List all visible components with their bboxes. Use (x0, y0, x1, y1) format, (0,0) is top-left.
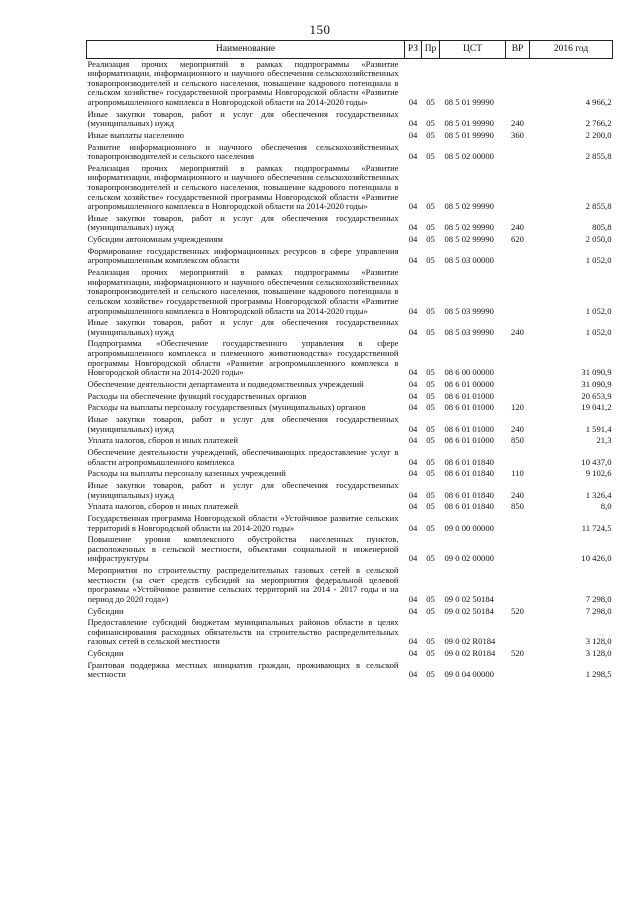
cell-sum: 10 426,0 (581, 553, 612, 564)
table-row (87, 535, 613, 566)
cell-vr: 520 (511, 648, 524, 659)
cell-rz: 04 (408, 468, 418, 479)
cell-name: Расходы на выплаты персоналу казенных учреждений (87, 468, 286, 479)
table-row (87, 480, 613, 501)
cell-pr: 05 (426, 435, 435, 446)
cell-cst: 08 5 02 99990 (444, 222, 494, 233)
cell-sum: 1 052,0 (585, 326, 612, 337)
cell-pr: 05 (426, 201, 435, 212)
cell-rz: 04 (408, 605, 418, 616)
cell-pr: 05 (426, 553, 435, 564)
cell-sum: 3 128,0 (585, 636, 612, 647)
table-row (87, 163, 613, 213)
header-year: 2016 год (530, 41, 613, 59)
cell-sum: 1 298,5 (585, 669, 612, 680)
cell-pr: 05 (426, 423, 435, 434)
cell-vr (506, 246, 530, 267)
cell-name: Уплата налогов, сборов и иных платежей (87, 435, 239, 446)
cell-name: Формирование государственных информационных ресурсов в сфере управления агропромышленным комплексом области (87, 245, 399, 266)
cell-sum: 20 653,9 (581, 390, 612, 401)
cell-rz: 04 (408, 648, 418, 659)
cell-sum: 7 298,0 (585, 593, 612, 604)
page-number: 150 (309, 22, 331, 37)
cell-sum: 805,8 (592, 222, 612, 233)
cell-cst: 08 5 03 99990 (444, 305, 494, 316)
cell-sum: 21,3 (596, 435, 612, 446)
header-name: Наименование (87, 41, 405, 59)
table-row (87, 513, 613, 534)
table-row (87, 566, 613, 606)
cell-cst: 08 6 01 01000 (444, 435, 494, 446)
cell-cst: 09 0 04 00000 (444, 669, 494, 680)
cell-name: Подпрограмма «Обеспечение государственного управления в сфере агропромышленного комплекса и племенного животноводства» государственной программы Новгородской области «Развитие агропромышленного комплекса в Новгородской области на 2014-2020 годы» (87, 338, 399, 378)
table-row (87, 606, 613, 618)
cell-rz: 04 (408, 378, 418, 389)
cell-vr: 240 (511, 326, 524, 337)
cell-vr (506, 618, 530, 649)
table-row (87, 109, 613, 130)
table-row (87, 469, 613, 481)
cell-pr: 05 (426, 636, 435, 647)
cell-pr: 05 (426, 255, 435, 266)
cell-pr: 05 (426, 489, 435, 500)
cell-pr: 05 (426, 468, 435, 479)
cell-name: Обеспечение деятельности учреждений, обеспечивающих предоставление услуг в области агропромышленного комплекса (87, 446, 399, 467)
cell-pr: 05 (426, 234, 435, 245)
table-row (87, 59, 613, 110)
cell-cst: 08 5 01 99990 (444, 96, 494, 107)
cell-cst: 08 6 00 00000 (444, 367, 494, 378)
cell-rz: 04 (408, 255, 418, 266)
cell-name: Реализация прочих мероприятий в рамках подпрограммы «Развитие информатизации, информационного и научного обеспечения сельскохозяйственных товаропроизводителей и сельского населения, повышение кадрового потенциала в сельском хозяйстве» государственной программы Новгородской области «Развитие агропромышленного комплекса в Новгородской области на 2014-2020 годы» (87, 267, 399, 316)
table-row (87, 142, 613, 163)
cell-vr: 240 (511, 222, 524, 233)
cell-vr: 520 (511, 605, 524, 616)
cell-sum: 2 766,2 (585, 118, 612, 129)
cell-cst: 08 5 03 00000 (444, 255, 494, 266)
cell-rz: 04 (408, 234, 418, 245)
cell-vr (506, 391, 530, 403)
cell-name: Субсидии (87, 605, 124, 616)
cell-name: Иные выплаты населению (87, 129, 184, 140)
cell-rz: 04 (408, 390, 418, 401)
cell-sum: 3 128,0 (585, 648, 612, 659)
cell-cst: 08 6 01 01000 (444, 423, 494, 434)
cell-rz: 04 (408, 222, 418, 233)
cell-name: Иные закупки товаров, работ и услуг для обеспечения государственных (муниципальных) нужд (87, 479, 399, 500)
cell-pr: 05 (426, 326, 435, 337)
cell-rz: 04 (408, 435, 418, 446)
cell-rz: 04 (408, 96, 418, 107)
header-cst: ЦСТ (440, 41, 506, 59)
cell-rz: 04 (408, 367, 418, 378)
cell-name: Повышение уровня комплексного обустройства населенных пунктов, расположенных в сельской местности, объектами социальной и инженерной инфраструктуры (87, 534, 399, 564)
cell-sum: 2 200,0 (585, 129, 612, 140)
table-header-row (87, 41, 613, 59)
cell-pr: 05 (426, 305, 435, 316)
cell-cst: 09 0 00 00000 (444, 522, 494, 533)
cell-sum: 8,0 (600, 501, 612, 512)
cell-sum: 31 090,9 (581, 378, 612, 389)
cell-cst: 08 5 01 99990 (444, 129, 494, 140)
cell-name: Государственная программа Новгородской области «Устойчивое развитие сельских территорий в Новгородской области на 2014-2020 годы» (87, 512, 399, 533)
cell-sum: 9 102,6 (585, 468, 612, 479)
cell-sum: 19 041,2 (581, 402, 612, 413)
cell-cst: 09 0 02 50184 (444, 605, 494, 616)
cell-vr: 240 (511, 423, 524, 434)
cell-sum: 2 855,8 (585, 201, 612, 212)
cell-name: Развитие информационного и научного обеспечения сельскохозяйственных товаропроизводителей и сельского населения (87, 141, 399, 162)
cell-vr (506, 447, 530, 468)
table-row (87, 436, 613, 448)
cell-vr: 620 (511, 234, 524, 245)
cell-rz: 04 (408, 456, 418, 467)
cell-pr: 05 (426, 648, 435, 659)
cell-vr: 240 (511, 118, 524, 129)
budget-table (86, 40, 613, 682)
cell-cst: 08 5 02 99990 (444, 234, 494, 245)
cell-cst: 08 5 02 99990 (444, 201, 494, 212)
table-row (87, 415, 613, 436)
cell-vr: 360 (511, 129, 524, 140)
cell-pr: 05 (426, 456, 435, 467)
table-row (87, 379, 613, 391)
header-pr: Пр (422, 41, 440, 59)
cell-vr (506, 513, 530, 534)
table-row (87, 447, 613, 468)
table-row (87, 213, 613, 234)
cell-cst: 08 5 03 99990 (444, 326, 494, 337)
cell-cst: 09 0 02 00000 (444, 553, 494, 564)
table-row (87, 502, 613, 514)
cell-cst: 08 6 01 01000 (444, 390, 494, 401)
cell-rz: 04 (408, 501, 418, 512)
table-row (87, 391, 613, 403)
cell-sum: 4 966,2 (585, 96, 612, 107)
cell-pr: 05 (426, 96, 435, 107)
cell-rz: 04 (408, 305, 418, 316)
cell-rz: 04 (408, 669, 418, 680)
cell-cst: 08 6 01 01840 (444, 456, 494, 467)
cell-sum: 7 298,0 (585, 605, 612, 616)
cell-pr: 05 (426, 367, 435, 378)
cell-rz: 04 (408, 636, 418, 647)
cell-cst: 08 6 01 01840 (444, 501, 494, 512)
cell-vr: 120 (511, 402, 524, 413)
cell-rz: 04 (408, 402, 418, 413)
cell-name: Иные закупки товаров, работ и услуг для обеспечения государственных (муниципальных) нужд (87, 108, 399, 129)
cell-name: Предоставление субсидий бюджетам муниципальных районов области в целях софинансирования расходных обязательств на строительство распределительных газовых сетей в сельской местности (87, 617, 399, 647)
cell-vr (506, 660, 530, 681)
cell-rz: 04 (408, 593, 418, 604)
cell-rz: 04 (408, 129, 418, 140)
cell-rz: 04 (408, 423, 418, 434)
cell-vr (506, 379, 530, 391)
header-rz: РЗ (405, 41, 422, 59)
table-row (87, 618, 613, 649)
cell-rz: 04 (408, 118, 418, 129)
table-row (87, 318, 613, 339)
cell-pr: 05 (426, 402, 435, 413)
cell-sum: 31 090,9 (581, 367, 612, 378)
cell-cst: 08 6 01 01840 (444, 489, 494, 500)
table-row (87, 649, 613, 661)
cell-name: Субсидии (87, 648, 124, 659)
cell-cst: 08 6 01 01000 (444, 402, 494, 413)
cell-sum: 11 724,5 (581, 522, 612, 533)
cell-cst: 09 0 02 R0184 (444, 648, 496, 659)
cell-cst: 09 0 02 R0184 (444, 636, 496, 647)
cell-pr: 05 (426, 129, 435, 140)
cell-cst: 08 5 02 00000 (444, 151, 494, 162)
cell-sum: 1 591,4 (585, 423, 612, 434)
cell-name: Субсидии автономным учреждениям (87, 234, 223, 245)
cell-name: Уплата налогов, сборов и иных платежей (87, 501, 239, 512)
cell-pr: 05 (426, 593, 435, 604)
cell-name: Обеспечение деятельности департамента и подведомственных учреждений (87, 378, 364, 389)
cell-rz: 04 (408, 151, 418, 162)
cell-pr: 05 (426, 522, 435, 533)
cell-pr: 05 (426, 501, 435, 512)
cell-pr: 05 (426, 151, 435, 162)
cell-vr (506, 142, 530, 163)
table-row (87, 235, 613, 247)
cell-pr: 05 (426, 390, 435, 401)
table-row (87, 660, 613, 681)
cell-cst: 09 0 02 50184 (444, 593, 494, 604)
cell-rz: 04 (408, 201, 418, 212)
cell-vr (506, 59, 530, 110)
cell-pr: 05 (426, 118, 435, 129)
cell-rz: 04 (408, 326, 418, 337)
table-row (87, 339, 613, 379)
cell-name: Расходы на обеспечение функций государственных органов (87, 390, 307, 401)
cell-vr (506, 339, 530, 379)
table-row (87, 268, 613, 318)
cell-name: Расходы на выплаты персоналу государственных (муниципальных) органов (87, 402, 366, 413)
cell-pr: 05 (426, 222, 435, 233)
cell-vr (506, 163, 530, 213)
cell-name: Иные закупки товаров, работ и услуг для обеспечения государственных (муниципальных) нужд (87, 414, 399, 434)
cell-pr: 05 (426, 605, 435, 616)
cell-name: Иные закупки товаров, работ и услуг для обеспечения государственных (муниципальных) нужд (87, 317, 399, 337)
cell-rz: 04 (408, 553, 418, 564)
cell-vr: 240 (511, 489, 524, 500)
table-row (87, 130, 613, 142)
cell-rz: 04 (408, 489, 418, 500)
table-row (87, 246, 613, 267)
cell-name: Реализация прочих мероприятий в рамках подпрограммы «Развитие информатизации, информационного и научного обеспечения сельскохозяйственных товаропроизводителей и сельского населения, повышение кадрового потенциала в сельском хозяйстве» государственной программы Новгородской области «Развитие агропромышленного комплекса в Новгородской области на 2014-2020 годы» (87, 162, 399, 212)
cell-sum: 1 052,0 (585, 255, 612, 266)
cell-vr: 850 (511, 501, 524, 512)
cell-name: Реализация прочих мероприятий в рамках подпрограммы «Развитие информатизации, информационного и научного обеспечения сельскохозяйственных товаропроизводителей и сельского населения, повышение кадрового потенциала в сельском хозяйстве» государственной программы Новгородской области «Развитие агропромышленного комплекса в Новгородской области на 2014-2020 годы» (87, 58, 399, 107)
cell-vr (506, 566, 530, 606)
cell-cst: 08 6 01 00000 (444, 378, 494, 389)
cell-sum: 2 855,8 (585, 151, 612, 162)
cell-vr (506, 268, 530, 318)
cell-vr: 850 (511, 435, 524, 446)
cell-vr: 110 (511, 468, 524, 479)
cell-name: Мероприятия по строительству распределительных газовых сетей в сельской местности (за счет средств субсидий на мероприятия федеральной целевой программы «Устойчивое развитие сельских территорий на 2014 - 2017 годы и на период до 2020 года») (87, 565, 399, 604)
cell-cst: 08 6 01 01840 (444, 468, 494, 479)
cell-pr: 05 (426, 378, 435, 389)
cell-pr: 05 (426, 669, 435, 680)
cell-sum: 10 437,0 (581, 456, 612, 467)
cell-name: Иные закупки товаров, работ и услуг для обеспечения государственных (муниципальных) нужд (87, 212, 399, 233)
cell-cst: 08 5 01 99990 (444, 118, 494, 129)
cell-rz: 04 (408, 522, 418, 533)
table-row (87, 403, 613, 415)
cell-vr (506, 535, 530, 566)
header-vr: ВР (506, 41, 530, 59)
cell-sum: 1 326,4 (585, 489, 612, 500)
cell-name: Грантовая поддержка местных инициатив граждан, проживающих в сельской местности (87, 659, 399, 680)
cell-sum: 1 052,0 (585, 305, 612, 316)
cell-sum: 2 050,0 (585, 234, 612, 245)
table-body (87, 59, 613, 682)
